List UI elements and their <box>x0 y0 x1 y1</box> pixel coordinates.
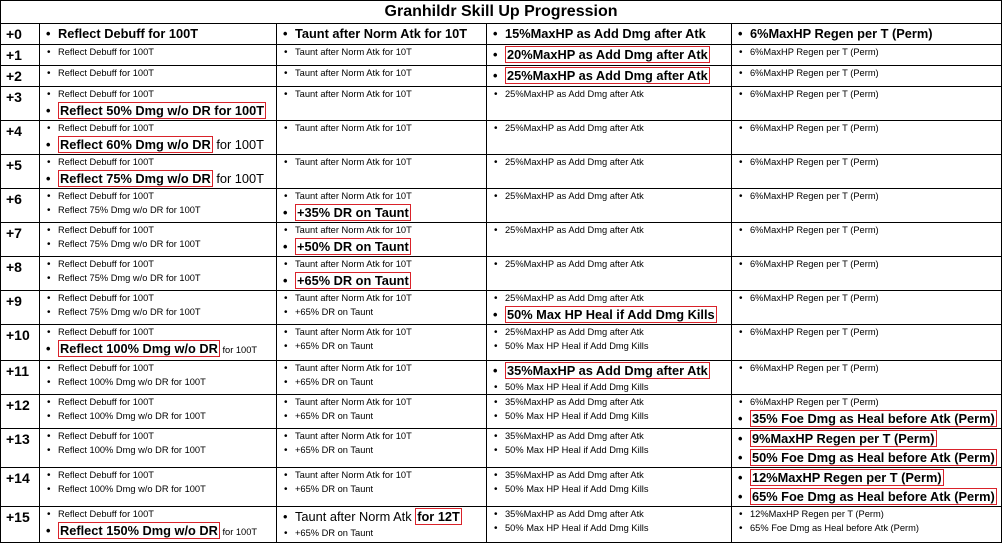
add-dmg-cell <box>487 468 732 507</box>
skill-item: • Reflect 75% Dmg w/o DR for 100T <box>46 237 276 251</box>
taunt-cell <box>277 189 487 223</box>
skill-item: • 6%MaxHP Regen per T (Perm) <box>738 87 1001 101</box>
skill-item: • Reflect Debuff for 100T <box>46 155 276 169</box>
table-title: Granhildr Skill Up Progression <box>1 1 1002 24</box>
level-cell: +7 <box>1 223 40 257</box>
regen-cell <box>732 468 1002 507</box>
skill-item: • 65% Foe Dmg as Heal before Atk (Perm) <box>738 521 1001 535</box>
bullet-list <box>277 66 486 80</box>
skill-item: • Taunt after Norm Atk for 10T <box>283 361 486 375</box>
bullet-list <box>40 257 276 285</box>
bullet-list <box>40 395 276 423</box>
reflect-cell <box>40 468 277 507</box>
skill-item: • Reflect Debuff for 100T <box>46 507 276 521</box>
skill-item: • 6%MaxHP Regen per T (Perm) <box>738 291 1001 305</box>
level-cell: +2 <box>1 66 40 87</box>
skill-item: • 6%MaxHP Regen per T (Perm) <box>738 24 1001 44</box>
regen-cell <box>732 395 1002 429</box>
bullet-list <box>732 66 1001 80</box>
bullet-list <box>487 87 731 101</box>
skill-item: • Taunt after Norm Atk for 10T <box>283 429 486 443</box>
taunt-cell <box>277 361 487 395</box>
reflect-cell <box>40 429 277 468</box>
skill-item: • 35%MaxHP as Add Dmg after Atk <box>493 468 731 482</box>
bullet-list <box>487 325 731 353</box>
skill-item: • Reflect Debuff for 100T <box>46 291 276 305</box>
reflect-cell <box>40 395 277 429</box>
bullet-list <box>732 24 1001 44</box>
item-suffix: for 100T <box>219 345 258 355</box>
skill-item: • Reflect 100% Dmg w/o DR for 100T <box>46 443 276 457</box>
table-row <box>1 87 1002 121</box>
skill-item: • 6%MaxHP Regen per T (Perm) <box>738 189 1001 203</box>
bullet-list <box>40 223 276 251</box>
bullet-list <box>487 189 731 203</box>
skill-item: • Reflect Debuff for 100T <box>46 361 276 375</box>
highlighted-skill-item: • 9%MaxHP Regen per T (Perm) <box>738 429 1001 448</box>
skill-item: • Reflect 75% Dmg w/o DR for 100T <box>46 305 276 319</box>
table-row <box>1 325 1002 361</box>
bullet-list <box>487 257 731 271</box>
level-cell: +9 <box>1 291 40 325</box>
table-row <box>1 395 1002 429</box>
bullet-list <box>40 468 276 496</box>
skill-item: • 25%MaxHP as Add Dmg after Atk <box>493 155 731 169</box>
table-row <box>1 189 1002 223</box>
highlighted-skill-item: • 35% Foe Dmg as Heal before Atk (Perm) <box>738 409 1001 428</box>
skill-item: • Taunt after Norm Atk for 10T <box>283 45 486 59</box>
bullet-list <box>40 45 276 59</box>
bullet-list <box>732 507 1001 535</box>
add-dmg-cell <box>487 66 732 87</box>
highlighted-skill-item: • +50% DR on Taunt <box>283 237 486 256</box>
bullet-list <box>40 291 276 319</box>
skill-item: • Reflect Debuff for 100T <box>46 189 276 203</box>
table-row <box>1 223 1002 257</box>
level-cell: +14 <box>1 468 40 507</box>
add-dmg-cell <box>487 87 732 121</box>
highlighted-skill-item: • 35%MaxHP as Add Dmg after Atk <box>493 361 731 380</box>
table-row <box>1 257 1002 291</box>
regen-cell <box>732 257 1002 291</box>
regen-cell <box>732 361 1002 395</box>
highlighted-skill-item: • 25%MaxHP as Add Dmg after Atk <box>493 66 731 85</box>
bullet-list <box>40 66 276 80</box>
skill-item: • Reflect Debuff for 100T <box>46 257 276 271</box>
add-dmg-cell <box>487 155 732 189</box>
level-cell: +13 <box>1 429 40 468</box>
bullet-list <box>732 429 1001 467</box>
bullet-list <box>732 325 1001 339</box>
skill-item: • 6%MaxHP Regen per T (Perm) <box>738 121 1001 135</box>
add-dmg-cell <box>487 507 732 543</box>
bullet-list <box>40 325 276 360</box>
reflect-cell <box>40 361 277 395</box>
skill-item: • 12%MaxHP Regen per T (Perm) <box>738 507 1001 521</box>
bullet-list <box>732 45 1001 59</box>
taunt-cell <box>277 395 487 429</box>
add-dmg-cell <box>487 189 732 223</box>
skill-item: • Reflect Debuff for 100T <box>46 395 276 409</box>
skill-item: • Taunt after Norm Atk for 10T <box>283 395 486 409</box>
skill-item: • Taunt after Norm Atk for 10T <box>283 223 486 237</box>
regen-cell <box>732 66 1002 87</box>
table-row <box>1 66 1002 87</box>
table-row <box>1 468 1002 507</box>
bullet-list <box>40 429 276 457</box>
level-cell: +4 <box>1 121 40 155</box>
bullet-list <box>40 361 276 389</box>
taunt-cell <box>277 87 487 121</box>
skill-item: • 6%MaxHP Regen per T (Perm) <box>738 155 1001 169</box>
skill-item: • Taunt after Norm Atk for 10T <box>283 66 486 80</box>
skill-item: • Reflect 100% Dmg w/o DR for 100T <box>46 375 276 389</box>
skill-item: • Taunt after Norm Atk for 10T <box>283 325 486 339</box>
bullet-list <box>40 121 276 154</box>
level-cell: +1 <box>1 45 40 66</box>
skill-item: • 50% Max HP Heal if Add Dmg Kills <box>493 482 731 496</box>
highlighted-skill-item: • 20%MaxHP as Add Dmg after Atk <box>493 45 731 64</box>
level-cell: +3 <box>1 87 40 121</box>
taunt-cell <box>277 468 487 507</box>
skill-item: • Reflect Debuff for 100T <box>46 87 276 101</box>
bullet-list <box>277 395 486 423</box>
skill-item: • 35%MaxHP as Add Dmg after Atk <box>493 429 731 443</box>
bullet-list <box>487 429 731 457</box>
highlighted-skill-item: • 50% Max HP Heal if Add Dmg Kills <box>493 305 731 324</box>
item-suffix: for 100T <box>219 527 258 537</box>
bullet-list <box>40 507 276 542</box>
bullet-list <box>40 24 276 44</box>
bullet-list <box>487 361 731 394</box>
highlighted-skill-item: • Reflect 60% Dmg w/o DR for 100T <box>46 135 276 154</box>
item-suffix: for 100T <box>212 171 264 186</box>
skill-item: • 6%MaxHP Regen per T (Perm) <box>738 223 1001 237</box>
reflect-cell <box>40 121 277 155</box>
skill-item: • 25%MaxHP as Add Dmg after Atk <box>493 223 731 237</box>
skill-item: • Reflect Debuff for 100T <box>46 325 276 339</box>
bullet-list <box>40 155 276 188</box>
reflect-cell <box>40 155 277 189</box>
add-dmg-cell <box>487 223 732 257</box>
level-cell: +0 <box>1 24 40 45</box>
regen-cell <box>732 223 1002 257</box>
taunt-cell <box>277 121 487 155</box>
highlighted-skill-item: • 65% Foe Dmg as Heal before Atk (Perm) <box>738 487 1001 506</box>
bullet-list <box>732 121 1001 135</box>
bullet-list <box>277 291 486 319</box>
skill-item: • 6%MaxHP Regen per T (Perm) <box>738 395 1001 409</box>
skill-item: • 6%MaxHP Regen per T (Perm) <box>738 325 1001 339</box>
skill-item: • 25%MaxHP as Add Dmg after Atk <box>493 189 731 203</box>
skill-item: • 50% Max HP Heal if Add Dmg Kills <box>493 443 731 457</box>
bullet-list <box>487 45 731 64</box>
reflect-cell <box>40 45 277 66</box>
bullet-list <box>732 257 1001 271</box>
bullet-list <box>732 155 1001 169</box>
regen-cell <box>732 45 1002 66</box>
skill-item: • Reflect 75% Dmg w/o DR for 100T <box>46 203 276 217</box>
reflect-cell <box>40 189 277 223</box>
bullet-list <box>732 87 1001 101</box>
skill-item: • 25%MaxHP as Add Dmg after Atk <box>493 87 731 101</box>
skill-item: • 6%MaxHP Regen per T (Perm) <box>738 66 1001 80</box>
table-row <box>1 121 1002 155</box>
reflect-cell <box>40 87 277 121</box>
taunt-cell <box>277 45 487 66</box>
skill-item: • +65% DR on Taunt <box>283 339 486 353</box>
highlighted-skill-item: • 12%MaxHP Regen per T (Perm) <box>738 468 1001 487</box>
skill-item: • 50% Max HP Heal if Add Dmg Kills <box>493 380 731 394</box>
add-dmg-cell <box>487 121 732 155</box>
skill-item: • Taunt after Norm Atk for 10T <box>283 189 486 203</box>
skill-item: • 50% Max HP Heal if Add Dmg Kills <box>493 339 731 353</box>
skill-item: • +65% DR on Taunt <box>283 526 486 540</box>
bullet-list <box>40 189 276 217</box>
reflect-cell <box>40 223 277 257</box>
reflect-cell <box>40 257 277 291</box>
bullet-list <box>732 189 1001 203</box>
bullet-list <box>277 121 486 135</box>
regen-cell <box>732 291 1002 325</box>
skill-item: • 15%MaxHP as Add Dmg after Atk <box>493 24 731 44</box>
skill-item: • Reflect 75% Dmg w/o DR for 100T <box>46 271 276 285</box>
reflect-cell <box>40 291 277 325</box>
bullet-list <box>487 291 731 324</box>
skill-item: • Taunt after Norm Atk for 10T <box>283 155 486 169</box>
bullet-list <box>277 361 486 389</box>
skill-item: • Taunt after Norm Atk for 10T <box>283 468 486 482</box>
bullet-list <box>277 257 486 290</box>
skill-item: • Taunt after Norm Atk for 10T <box>283 121 486 135</box>
skill-item: • Reflect 100% Dmg w/o DR for 100T <box>46 482 276 496</box>
skill-item: • Reflect Debuff for 100T <box>46 24 276 44</box>
item-suffix: for 100T <box>212 137 264 152</box>
bullet-list <box>487 507 731 535</box>
taunt-cell <box>277 429 487 468</box>
skill-item: • Reflect Debuff for 100T <box>46 66 276 80</box>
table-row <box>1 24 1002 45</box>
skill-item: • Taunt after Norm Atk for 12T <box>283 507 486 526</box>
level-cell: +15 <box>1 507 40 543</box>
bullet-list <box>732 223 1001 237</box>
level-cell: +6 <box>1 189 40 223</box>
table-row <box>1 429 1002 468</box>
skill-item: • +65% DR on Taunt <box>283 409 486 423</box>
regen-cell <box>732 87 1002 121</box>
reflect-cell <box>40 24 277 45</box>
bullet-list <box>487 66 731 85</box>
skill-item: • 50% Max HP Heal if Add Dmg Kills <box>493 521 731 535</box>
bullet-list <box>40 87 276 120</box>
bullet-list <box>487 121 731 135</box>
taunt-cell <box>277 155 487 189</box>
bullet-list <box>277 87 486 101</box>
skill-item: • +65% DR on Taunt <box>283 305 486 319</box>
reflect-cell <box>40 66 277 87</box>
regen-cell <box>732 155 1002 189</box>
skill-item: • Reflect Debuff for 100T <box>46 45 276 59</box>
table-row <box>1 291 1002 325</box>
skill-item: • 6%MaxHP Regen per T (Perm) <box>738 257 1001 271</box>
skill-item: • Reflect Debuff for 100T <box>46 223 276 237</box>
regen-cell <box>732 189 1002 223</box>
taunt-cell <box>277 66 487 87</box>
skill-item: • 35%MaxHP as Add Dmg after Atk <box>493 507 731 521</box>
add-dmg-cell <box>487 361 732 395</box>
regen-cell <box>732 24 1002 45</box>
table-row <box>1 361 1002 395</box>
bullet-list <box>277 325 486 353</box>
bullet-list <box>487 468 731 496</box>
taunt-cell <box>277 257 487 291</box>
add-dmg-cell <box>487 395 732 429</box>
skill-item: • 25%MaxHP as Add Dmg after Atk <box>493 257 731 271</box>
add-dmg-cell <box>487 24 732 45</box>
highlighted-skill-item: • Reflect 75% Dmg w/o DR for 100T <box>46 169 276 188</box>
highlighted-skill-item: • 50% Foe Dmg as Heal before Atk (Perm) <box>738 448 1001 467</box>
skill-item: • Reflect Debuff for 100T <box>46 468 276 482</box>
regen-cell <box>732 429 1002 468</box>
skill-item: • 6%MaxHP Regen per T (Perm) <box>738 361 1001 375</box>
taunt-cell <box>277 291 487 325</box>
table-row <box>1 155 1002 189</box>
taunt-cell <box>277 223 487 257</box>
bullet-list <box>487 395 731 423</box>
bullet-list <box>732 468 1001 506</box>
regen-cell <box>732 507 1002 543</box>
reflect-cell <box>40 325 277 361</box>
skill-item: • 6%MaxHP Regen per T (Perm) <box>738 45 1001 59</box>
bullet-list <box>732 395 1001 428</box>
level-cell: +12 <box>1 395 40 429</box>
level-cell: +10 <box>1 325 40 361</box>
reflect-cell <box>40 507 277 543</box>
highlighted-skill-item: • Reflect 150% Dmg w/o DR for 100T <box>46 521 276 542</box>
add-dmg-cell <box>487 291 732 325</box>
regen-cell <box>732 121 1002 155</box>
skill-item: • Reflect Debuff for 100T <box>46 429 276 443</box>
level-cell: +11 <box>1 361 40 395</box>
skill-item: • Reflect 100% Dmg w/o DR for 100T <box>46 409 276 423</box>
skill-item: • 25%MaxHP as Add Dmg after Atk <box>493 121 731 135</box>
bullet-list <box>277 189 486 222</box>
bullet-list <box>487 24 731 44</box>
skill-item: • 35%MaxHP as Add Dmg after Atk <box>493 395 731 409</box>
add-dmg-cell <box>487 45 732 66</box>
level-cell: +8 <box>1 257 40 291</box>
table-row <box>1 45 1002 66</box>
skill-item: • Taunt after Norm Atk for 10T <box>283 24 486 44</box>
bullet-list <box>277 45 486 59</box>
bullet-list <box>487 223 731 237</box>
highlighted-skill-item: • +35% DR on Taunt <box>283 203 486 222</box>
add-dmg-cell <box>487 429 732 468</box>
level-cell: +5 <box>1 155 40 189</box>
skill-item: • Reflect Debuff for 100T <box>46 121 276 135</box>
skill-item: • 25%MaxHP as Add Dmg after Atk <box>493 325 731 339</box>
taunt-cell <box>277 24 487 45</box>
bullet-list <box>487 155 731 169</box>
skill-item: • Taunt after Norm Atk for 10T <box>283 291 486 305</box>
highlighted-skill-item: • Reflect 50% Dmg w/o DR for 100T <box>46 101 276 120</box>
bullet-list <box>732 291 1001 305</box>
skill-item: • 25%MaxHP as Add Dmg after Atk <box>493 291 731 305</box>
highlighted-skill-item: • +65% DR on Taunt <box>283 271 486 290</box>
table-row <box>1 507 1002 543</box>
taunt-cell <box>277 325 487 361</box>
bullet-list <box>732 361 1001 375</box>
title-row <box>1 1 1002 24</box>
regen-cell <box>732 325 1002 361</box>
skill-item: • +65% DR on Taunt <box>283 443 486 457</box>
add-dmg-cell <box>487 325 732 361</box>
bullet-list <box>277 155 486 169</box>
skill-item: • +65% DR on Taunt <box>283 482 486 496</box>
highlighted-suffix: for 12T <box>417 509 460 524</box>
highlighted-skill-item: • Reflect 100% Dmg w/o DR for 100T <box>46 339 276 360</box>
skill-item: • Taunt after Norm Atk for 10T <box>283 87 486 101</box>
skill-item: • 50% Max HP Heal if Add Dmg Kills <box>493 409 731 423</box>
bullet-list <box>277 429 486 457</box>
skill-item: • +65% DR on Taunt <box>283 375 486 389</box>
skill-item: • Taunt after Norm Atk for 10T <box>283 257 486 271</box>
add-dmg-cell <box>487 257 732 291</box>
bullet-list <box>277 223 486 256</box>
bullet-list <box>277 24 486 44</box>
taunt-cell <box>277 507 487 543</box>
bullet-list <box>277 468 486 496</box>
bullet-list <box>277 507 486 540</box>
